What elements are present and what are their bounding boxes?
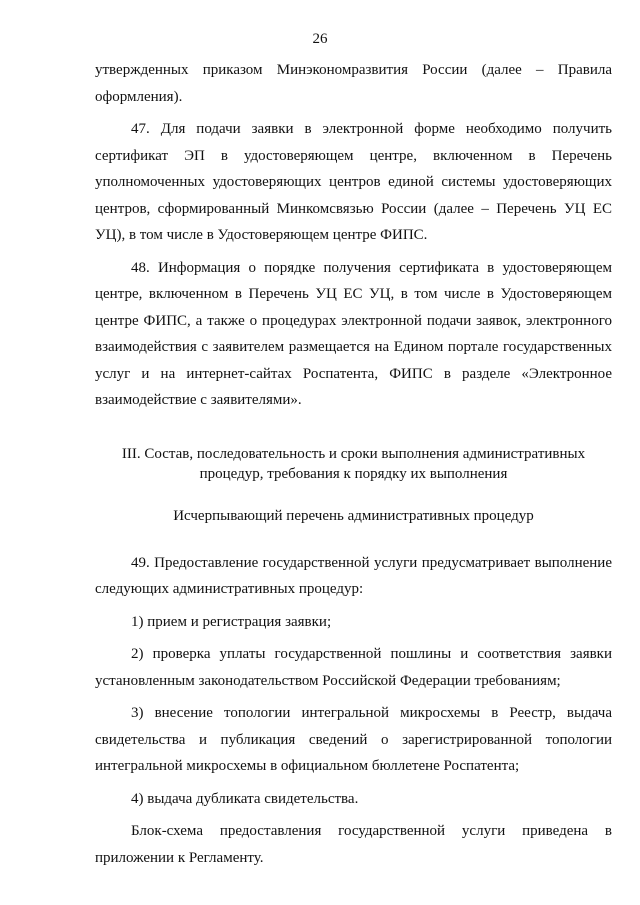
procedure-item-1: 1) прием и регистрация заявки; [131,613,332,630]
procedure-item-2: 2) проверка уплаты государственной пошлины и соответствия заявки установленным законодательством Российской Федерации требованиям; [95,646,612,689]
procedure-item-4: 4) выдача дубликата свидетельства. [131,790,359,807]
section-heading [95,444,612,484]
page-number: 26 [312,31,328,47]
section-heading-line-1: III. Состав, последовательность и сроки выполнения административных [121,445,586,462]
paragraph-49: 49. Предоставление государственной услуги предусматривает выполнение следующих административных процедур: [95,554,612,597]
paragraph-continuation: утвержденных приказом Минэкономразвития России (далее – Правила оформления). [95,62,612,105]
sub-heading: Исчерпывающий перечень административных процедур [173,507,534,524]
paragraph-47: 47. Для подачи заявки в электронной форме необходимо получить сертификат ЭП в удостоверяющем центре, включенном в Перечень уполномоченных удостоверяющих центров единой системы удостоверяющих центров, сформированный Минкомсвязью России (далее – Перечень УЦ ЕС УЦ), в том числе в Удостоверяющем центре ФИПС. [95,121,612,243]
procedure-item-3: 3) внесение топологии интегральной микросхемы в Реестр, выдача свидетельства и публикация сведений о зарегистрированной топологии интегральной микросхемы в официальном бюллетене Роспатента; [95,705,612,774]
paragraph-48: 48. Информация о порядке получения сертификата в удостоверяющем центре, включенном в Перечень УЦ ЕС УЦ, в том числе в Удостоверяющем центре ФИПС, а также о процедурах электронной подачи заявок, электронного взаимодействия с заявителем размещается на Едином портале государственных услуг и на интернет-сайтах Роспатента, ФИПС в разделе «Электронное взаимодействие с заявителями». [95,259,612,408]
document-body [95,57,612,877]
closing-paragraph: Блок-схема предоставления государственной услуги приведена в приложении к Регламенту. [95,823,612,866]
section-heading-line-2: процедур, требования к порядку их выполнения [199,465,508,482]
